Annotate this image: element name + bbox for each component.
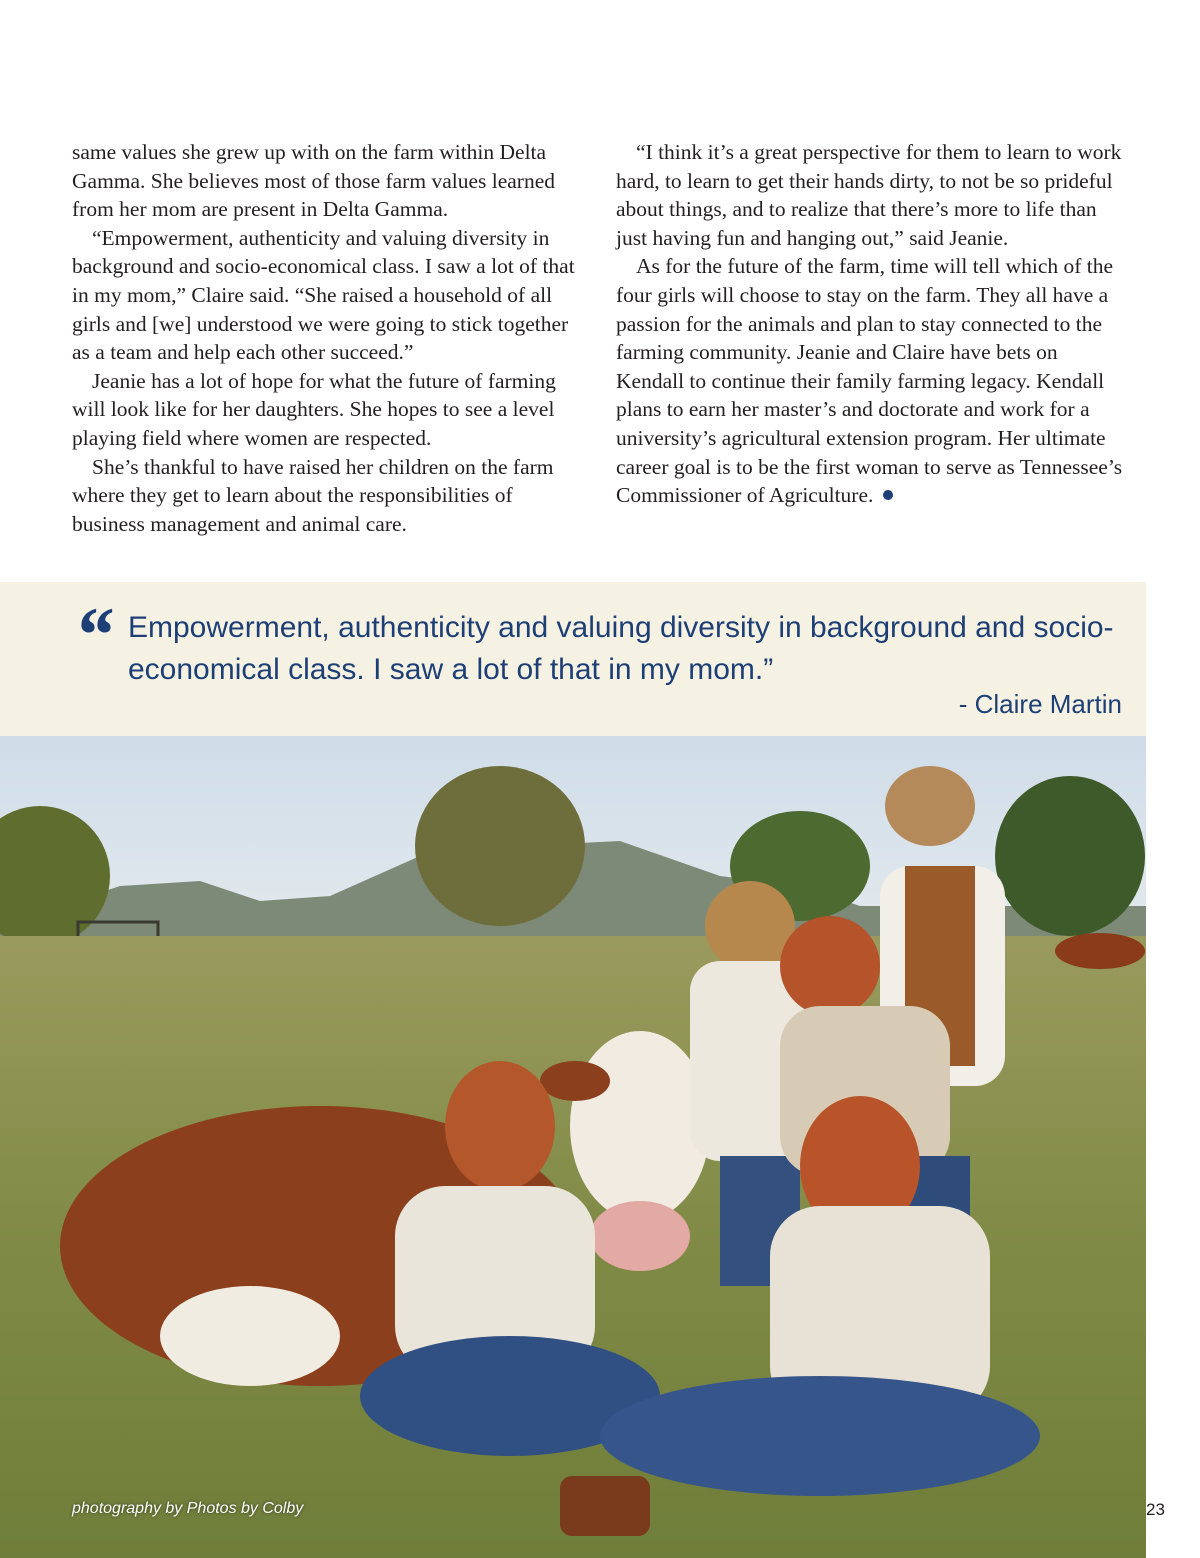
background-cow bbox=[1055, 933, 1145, 969]
article-columns bbox=[72, 138, 1128, 538]
paragraph: “I think it’s a great perspective for them to learn to work hard, to learn to get their hands dirty, to not be so prideful about things, and to realize that there’s more to life than just having fun and hanging out,” said Jeanie. bbox=[616, 140, 1122, 250]
page-number: 23 bbox=[1146, 1500, 1165, 1519]
person-hair bbox=[445, 1061, 555, 1191]
end-bullet-icon bbox=[883, 490, 893, 500]
person-hair bbox=[780, 916, 880, 1016]
paragraph: Jeanie has a lot of hope for what the future of farming will look like for her daughters. She hopes to see a level playing field where women are respected. bbox=[72, 368, 556, 450]
photo-credit: photography by Photos by Colby bbox=[72, 1500, 304, 1517]
tree-right bbox=[995, 776, 1145, 936]
paragraph: She’s thankful to have raised her children on the farm where they get to learn about the responsibilities of business management and animal care. bbox=[72, 454, 554, 536]
pull-quote-text: Empowerment, authenticity and valuing diversity in background and socio-economical class. I saw a lot of that in my mom.” bbox=[128, 611, 1114, 686]
feature-photo bbox=[0, 736, 1146, 1558]
cow-white-patch bbox=[160, 1286, 340, 1386]
cow-head bbox=[570, 1031, 710, 1221]
cow-muzzle bbox=[590, 1201, 690, 1271]
person-hair bbox=[885, 766, 975, 846]
paragraph: “Empowerment, authenticity and valuing diversity in background and socio-economical class. I saw a lot of that in my mom,” Claire said. “She raised a household of all girls and [we] understood we were going to stick together as a team and help each other succeed.” bbox=[72, 225, 575, 365]
pull-quote-attribution: - Claire Martin bbox=[958, 689, 1122, 719]
person-jeans bbox=[600, 1376, 1040, 1496]
paragraph: same values she grew up with on the farm within Delta Gamma. She believes most of those farm values learned from her mom are present in Delta Gamma. bbox=[72, 140, 556, 222]
cow-ear-left bbox=[540, 1061, 610, 1101]
paragraph-last bbox=[616, 252, 1128, 509]
paragraph-text: As for the future of the farm, time will tell which of the four girls will choose to stay on the farm. They all have a passion for the animals and plan to stay connected to the farming community. Jeanie and Claire have bets on Kendall to continue their family farming legacy. Kendall plans to earn her master’s and doctorate and work for a university’s agricultural extension program. Her ultimate career goal is to be the first woman to serve as Tennessee’s Commissioner of Agriculture. bbox=[616, 254, 1123, 508]
photo-illustration bbox=[0, 736, 1146, 1558]
quote-mark-icon: “ bbox=[74, 591, 113, 678]
right-column bbox=[616, 138, 1128, 538]
cowboy-boot bbox=[560, 1476, 650, 1536]
left-column bbox=[72, 138, 584, 538]
tree-center bbox=[415, 766, 585, 926]
